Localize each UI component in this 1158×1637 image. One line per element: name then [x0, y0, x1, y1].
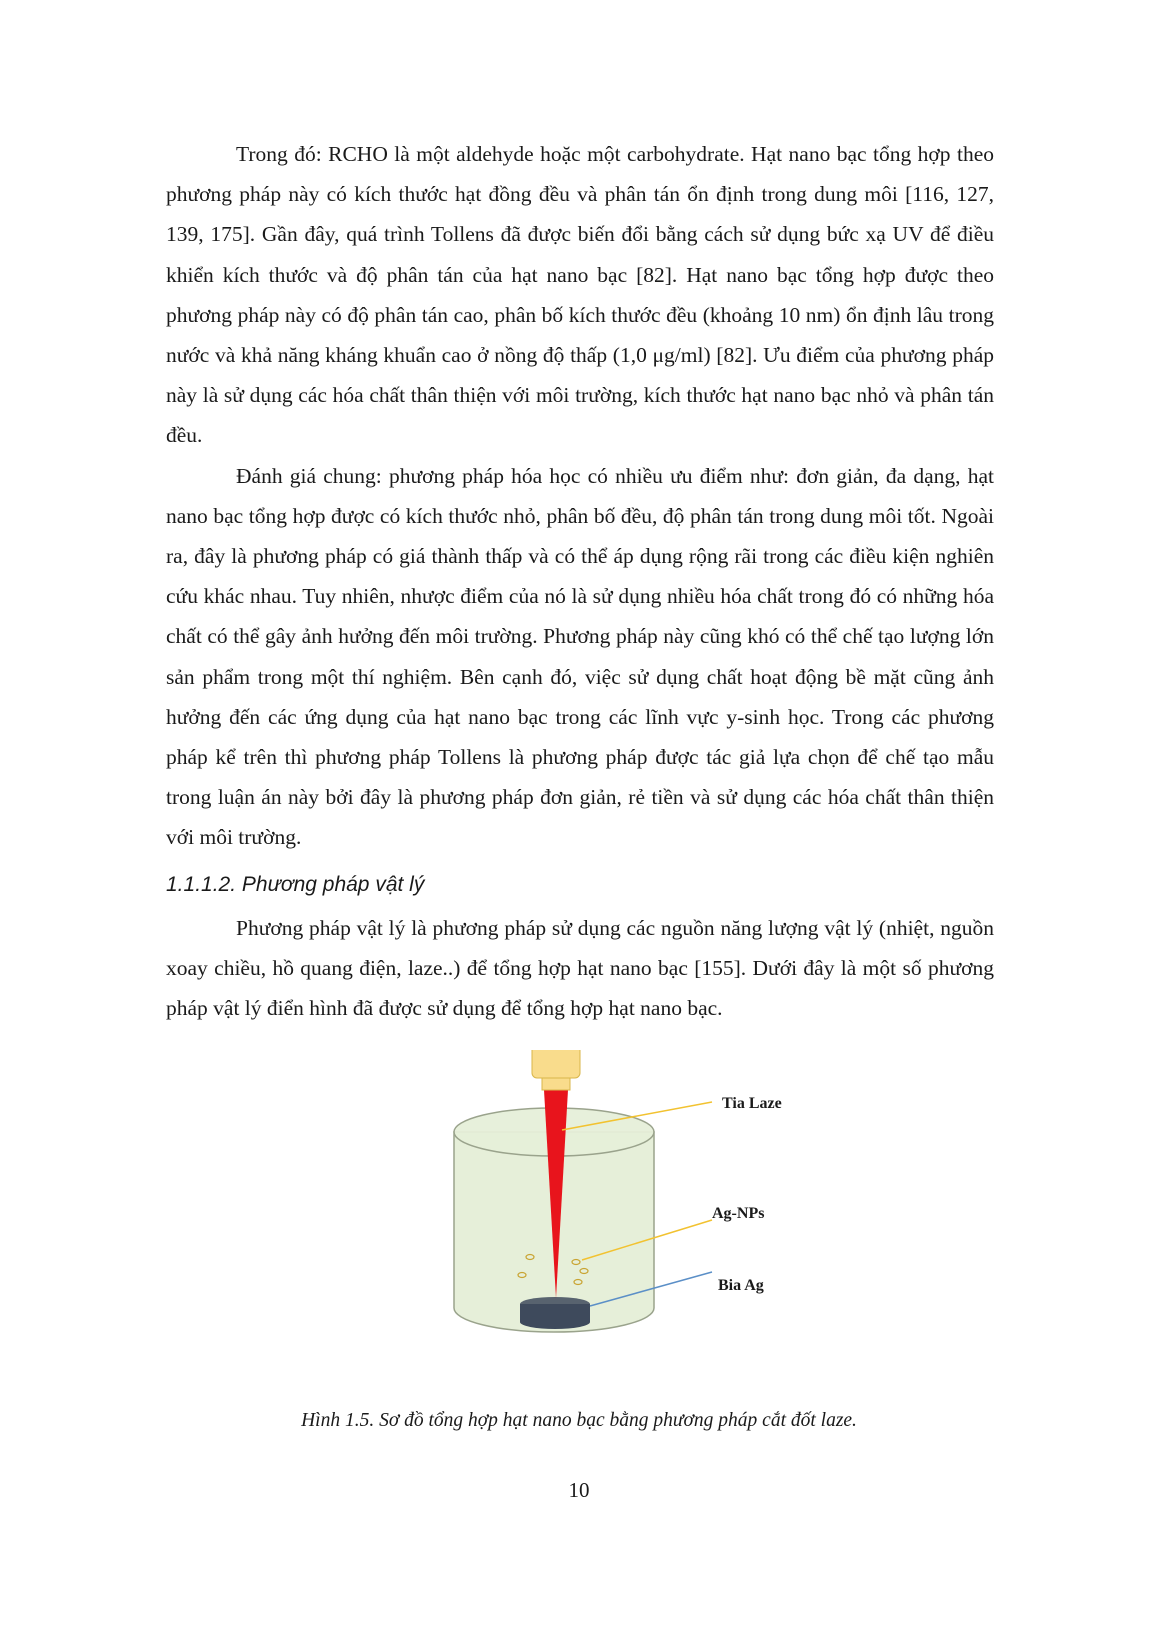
laser-nozzle: [542, 1078, 570, 1090]
page-number: 10: [568, 1478, 590, 1502]
section-heading: 1.1.1.2. Phương pháp vật lý: [166, 873, 425, 896]
figure-caption: Hình 1.5. Sơ đồ tổng hợp hạt nano bạc bằng phương pháp cắt đốt laze.: [301, 1410, 857, 1431]
label-nanoparticles: Ag-NPs: [712, 1205, 765, 1222]
paragraph-tollens-details: Trong đó: RCHO là một aldehyde hoặc một carbohydrate. Hạt nano bạc tổng hợp theo phương pháp này có kích thước hạt đồng đều và phân tán ổn định trong dung môi [116, 127, 139, 175]. Gần đây, quá trình Tollens đã được biến đổi bằng cách sử dụng bức xạ UV để điều khiển kích thước và độ phân tán của hạt nano bạc [82]. Hạt nano bạc tổng hợp được theo phương pháp này có độ phân tán cao, phân bố kích thước đều (khoảng 10 nm) ổn định lâu trong nước và khả năng kháng khuẩn cao ở nồng độ thấp (1,0 μg/ml) [82]. Ưu điểm của phương pháp này là sử dụng các hóa chất thân thiện với môi trường, kích thước hạt nano bạc nhỏ và phân tán đều.: [166, 142, 994, 448]
label-laser-beam: Tia Laze: [722, 1095, 782, 1112]
body-text-physical: [166, 908, 994, 1029]
target-top: [520, 1297, 590, 1311]
target-bottom: [520, 1315, 590, 1329]
laser-head: [532, 1050, 580, 1090]
paragraph-general-assessment: Đánh giá chung: phương pháp hóa học có nhiều ưu điểm như: đơn giản, đa dạng, hạt nano bạc tổng hợp được có kích thước nhỏ, phân bố đều, độ phân tán trong dung môi tốt. Ngoài ra, đây là phương pháp có giá thành thấp và có thể áp dụng rộng rãi trong các điều kiện nghiên cứu khác nhau. Tuy nhiên, nhược điểm của nó là sử dụng nhiều hóa chất trong đó có những hóa chất có thể gây ảnh hưởng đến môi trường. Phương pháp này cũng khó có thể chế tạo lượng lớn sản phẩm trong một thí nghiệm. Bên cạnh đó, việc sử dụng chất hoạt động bề mặt cũng ảnh hưởng đến các ứng dụng của hạt nano bạc trong các lĩnh vực y-sinh học. Trong các phương pháp kể trên thì phương pháp Tollens là phương pháp được tác giả lựa chọn để chế tạo mẫu trong luận án này bởi đây là phương pháp đơn giản, rẻ tiền và sử dụng các hóa chất thân thiện với môi trường.: [166, 463, 994, 850]
label-silver-target: Bia Ag: [718, 1277, 764, 1294]
paragraph-physical-methods: Phương pháp vật lý là phương pháp sử dụng các nguồn năng lượng vật lý (nhiệt, nguồn xoay chiều, hồ quang điện, laze..) để tổng hợp hạt nano bạc [155]. Dưới đây là một số phương pháp vật lý điển hình đã được sử dụng để tổng hợp hạt nano bạc.: [166, 916, 994, 1021]
silver-target: [520, 1297, 590, 1329]
diagram-svg: [450, 1050, 890, 1410]
laser-ablation-diagram: [450, 1050, 890, 1410]
body-text-top: [166, 134, 994, 858]
laser-body: [532, 1050, 580, 1078]
